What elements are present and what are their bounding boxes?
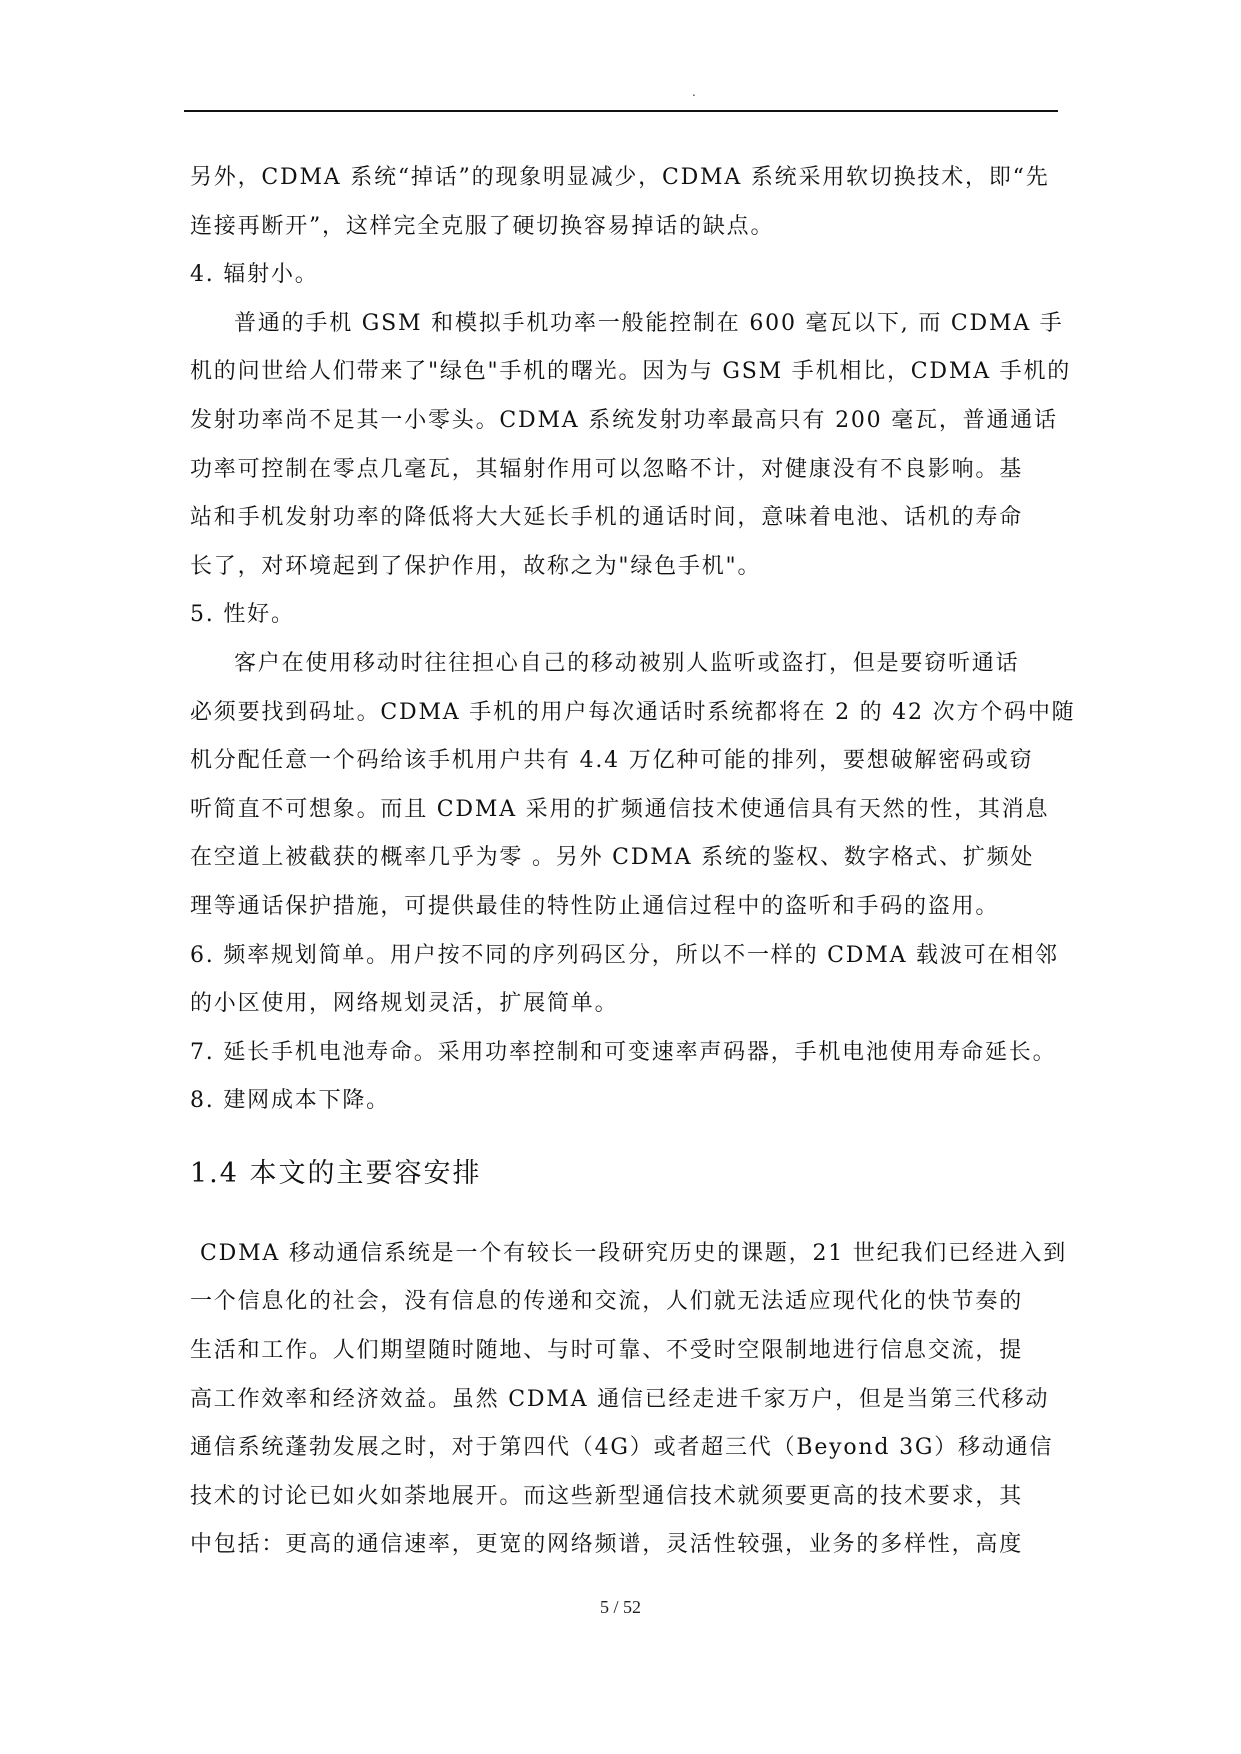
text-line: 技术的讨论已如火如荼地展开。而这些新型通信技术就须要更高的技术要求，其 bbox=[190, 1483, 1024, 1509]
text-line: 客户在使用移动时往往担心自己的移动被别人监听或盗打，但是要窃听通话 bbox=[234, 650, 1020, 676]
text-line: 机分配任意一个码给该手机用户共有 4.4 万亿种可能的排列，要想破解密码或窃 bbox=[190, 748, 1034, 774]
text-line: 高工作效率和经济效益。虽然 CDMA 通信已经走进千家万户，但是当第三代移动 bbox=[190, 1386, 1050, 1412]
header-rule bbox=[184, 110, 1058, 112]
text-line: 功率可控制在零点几毫瓦，其辐射作用可以忽略不计，对健康没有不良影响。基 bbox=[190, 456, 1024, 482]
text-line: 在空道上被截获的概率几乎为零 。另外 CDMA 系统的鉴权、数字格式、扩频处 bbox=[190, 845, 1035, 871]
text-line: 6. 频率规划简单。用户按不同的序列码区分，所以不一样的 CDMA 载波可在相邻 bbox=[190, 942, 1059, 968]
page-body bbox=[190, 154, 1076, 1570]
text-line: 中包括：更高的通信速率，更宽的网络频谱，灵活性较强，业务的多样性，高度 bbox=[190, 1532, 1024, 1558]
text-line: 5. 性好。 bbox=[190, 602, 295, 628]
text-line: 听简直不可想象。而且 CDMA 采用的扩频通信技术使通信具有天然的性，其消息 bbox=[190, 796, 1050, 822]
text-line: 发射功率尚不足其一小零头。CDMA 系统发射功率最高只有 200 毫瓦，普通通话 bbox=[190, 407, 1058, 433]
text-line: 机的问世给人们带来了"绿色"手机的曙光。因为与 GSM 手机相比，CDMA 手机的 bbox=[190, 359, 1072, 385]
text-line: 生活和工作。人们期望随时随地、与时可靠、不受时空限制地进行信息交流，提 bbox=[190, 1338, 1024, 1364]
section-heading: 1.4 本文的主要容安排 bbox=[190, 1157, 482, 1189]
text-line: 理等通话保护措施，可提供最佳的特性防止通信过程中的盗听和手码的盗用。 bbox=[190, 893, 1000, 919]
page-number: 5 / 52 bbox=[599, 1597, 641, 1617]
header-mark: . bbox=[692, 85, 696, 99]
text-line: 普通的手机 GSM 和模拟手机功率一般能控制在 600 毫瓦以下, 而 CDMA 手 bbox=[234, 310, 1064, 336]
text-line: 连接再断开”，这样完全克服了硬切换容易掉话的缺点。 bbox=[190, 213, 775, 239]
body-section-advantages bbox=[190, 154, 1076, 1126]
text-line: 另外，CDMA 系统“掉话”的现象明显减少，CDMA 系统采用软切换技术，即“先 bbox=[190, 165, 1050, 190]
body-section-content-arrangement bbox=[190, 1230, 1068, 1570]
text-line: 长了，对环境起到了保护作用，故称之为"绿色手机"。 bbox=[190, 553, 762, 579]
text-line: 一个信息化的社会，没有信息的传递和交流，人们就无法适应现代化的快节奏的 bbox=[190, 1289, 1024, 1315]
text-line: 通信系统蓬勃发展之时，对于第四代（4G）或者超三代（Beyond 3G）移动通信 bbox=[190, 1435, 1054, 1461]
text-line: 4. 辐射小。 bbox=[190, 262, 319, 288]
text-line: 的小区使用，网络规划灵活，扩展简单。 bbox=[190, 991, 619, 1017]
text-line: CDMA 移动通信系统是一个有较长一段研究历史的课题，21 世纪我们已经进入到 bbox=[200, 1240, 1068, 1266]
text-line: 7. 延长手机电池寿命。采用功率控制和可变速率声码器，手机电池使用寿命延长。 bbox=[190, 1039, 1057, 1065]
text-line: 站和手机发射功率的降低将大大延长手机的通话时间，意味着电池、话机的寿命 bbox=[190, 505, 1024, 531]
text-line: 必须要找到码址。CDMA 手机的用户每次通话时系统都将在 2 的 42 次方个码中随 bbox=[190, 699, 1076, 725]
text-line: 8. 建网成本下降。 bbox=[190, 1088, 390, 1114]
